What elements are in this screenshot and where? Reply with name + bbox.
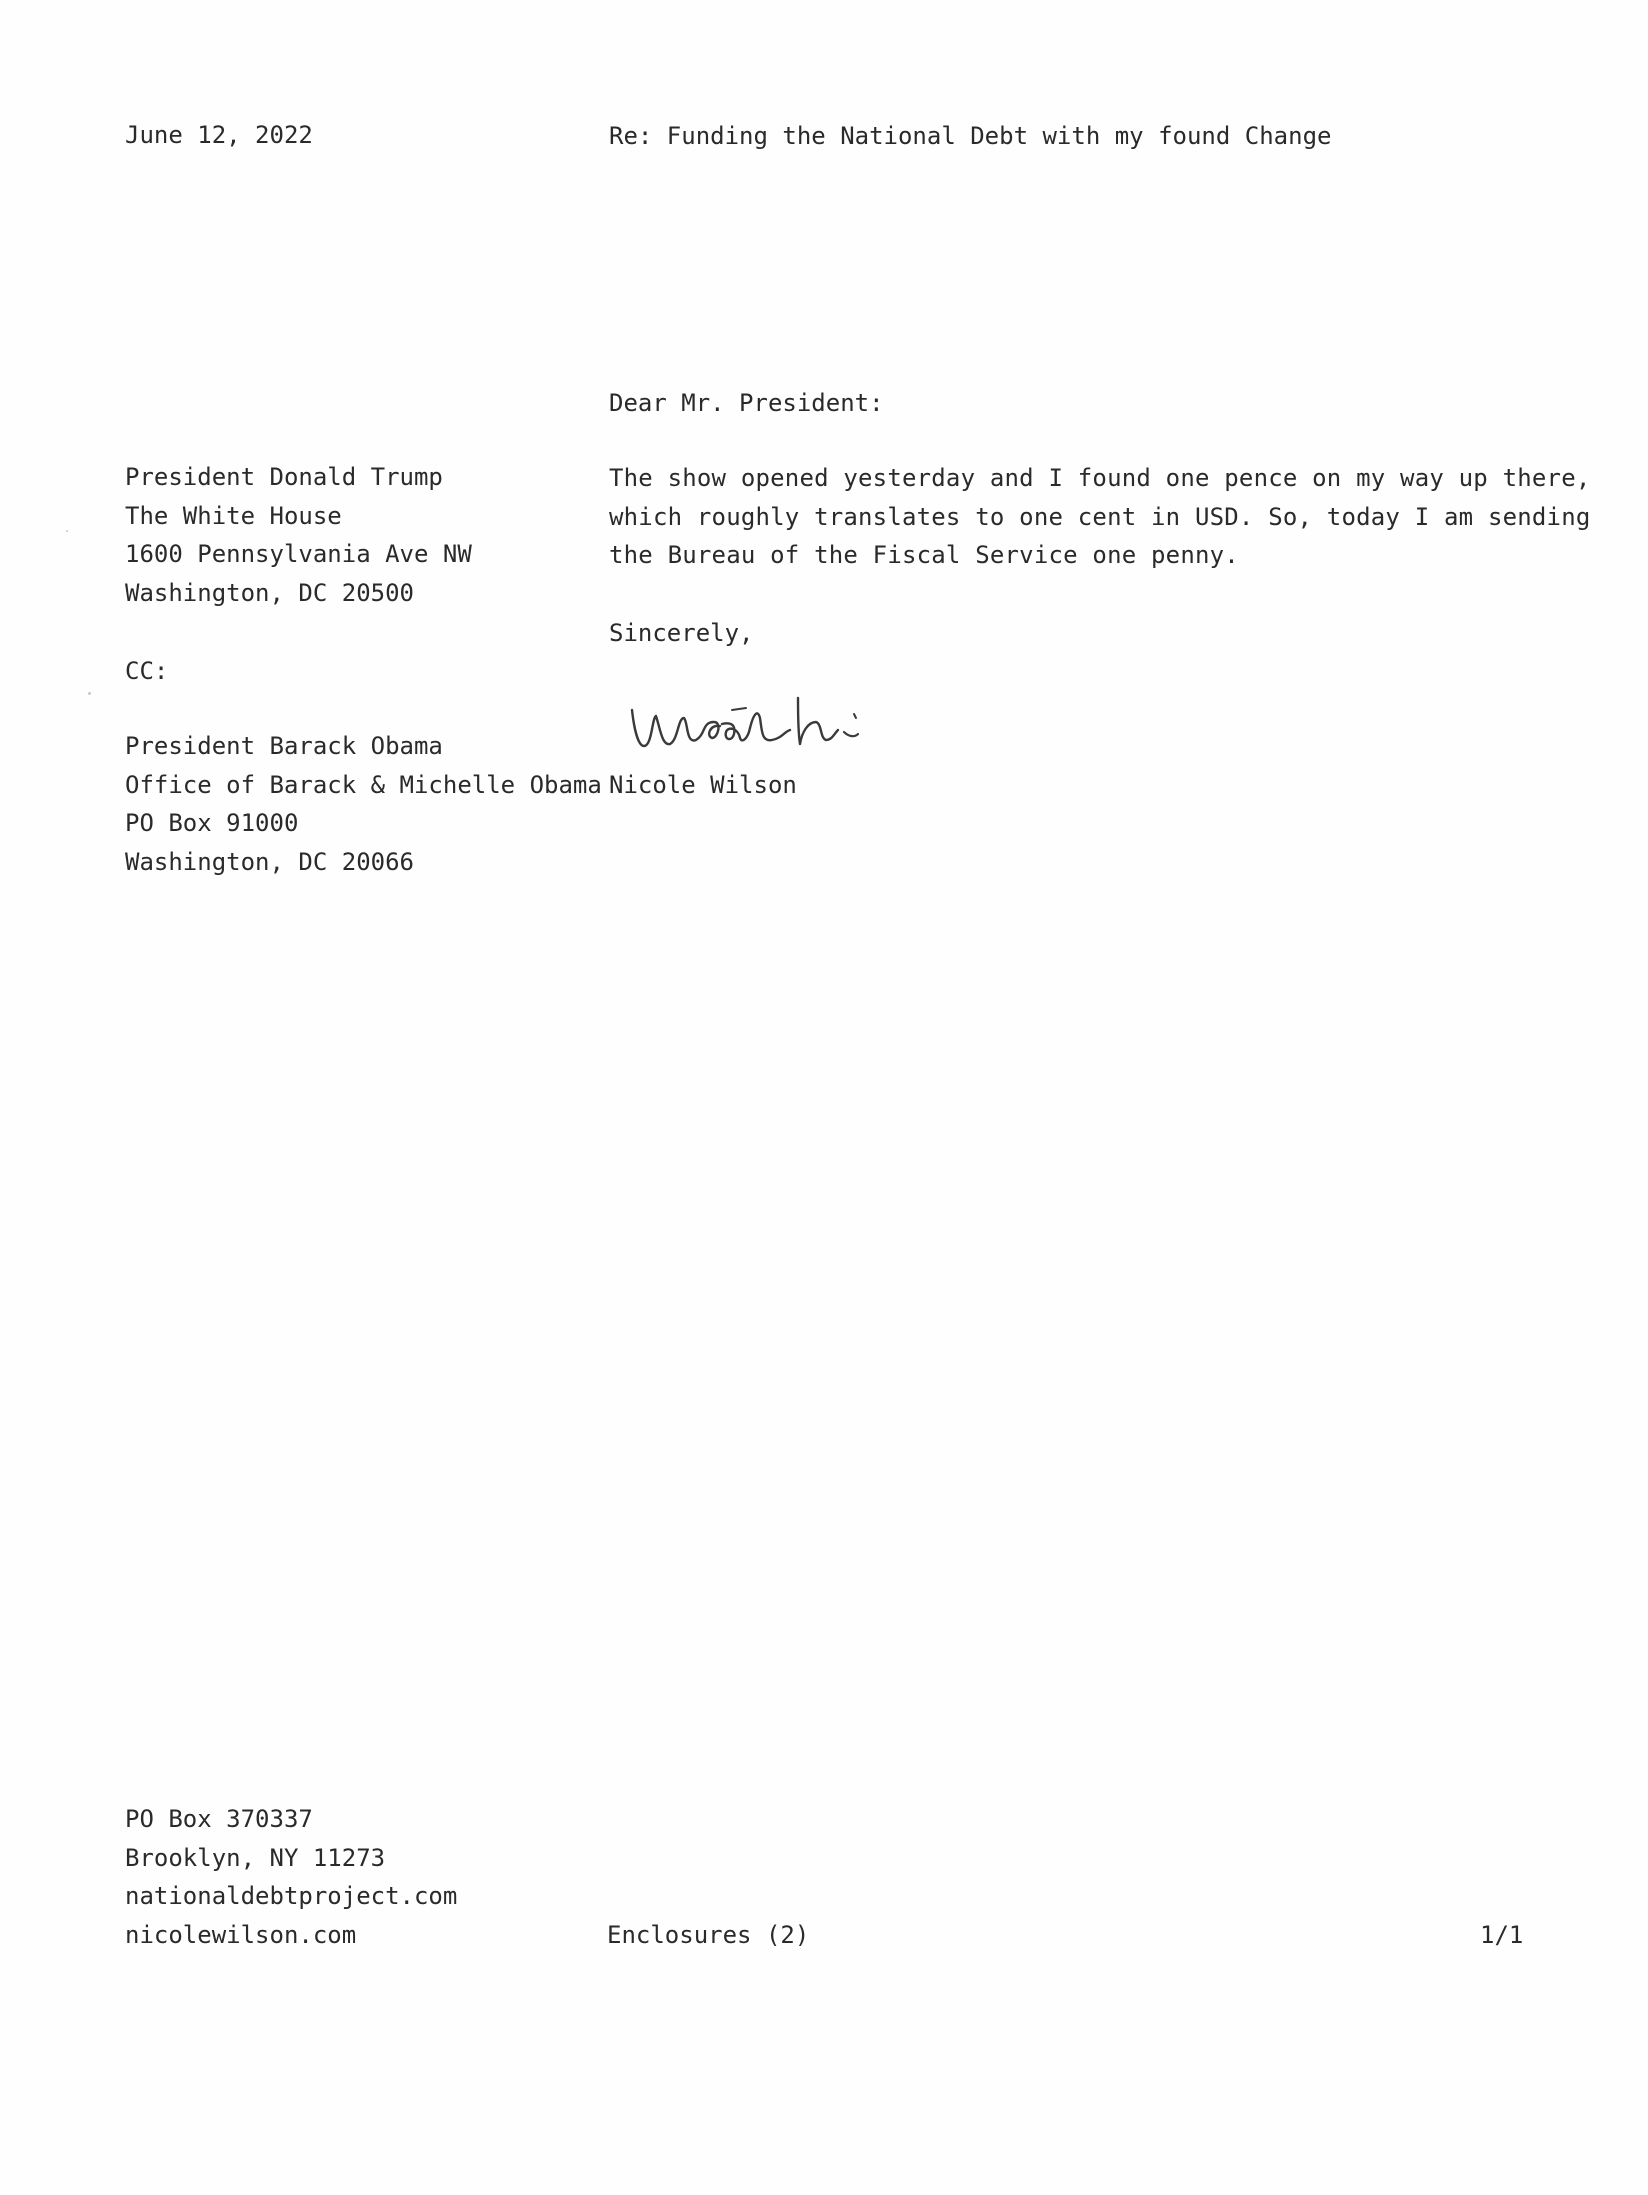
handwritten-signature: [622, 688, 922, 768]
sender-line: nationaldebtproject.com: [125, 1882, 458, 1910]
cc-recipient-line: President Barack Obama: [125, 732, 443, 760]
page-number: 1/1: [1480, 1921, 1524, 1949]
sender-line: nicolewilson.com: [125, 1920, 357, 1949]
cc-recipient-address: [125, 727, 602, 881]
closing: Sincerely,: [609, 619, 754, 647]
body-line: which roughly translates to one cent in USD. So, today I am sending: [609, 502, 1591, 531]
recipient-address: [125, 458, 472, 612]
scan-speck: [66, 530, 68, 532]
cc-recipient-line: Office of Barack & Michelle Obama: [125, 770, 602, 799]
cc-recipient-line: Washington, DC 20066: [125, 847, 414, 876]
recipient-line: Washington, DC 20500: [125, 578, 414, 607]
sender-line: PO Box 370337: [125, 1805, 313, 1833]
recipient-line: The White House: [125, 501, 342, 530]
letter-body: [609, 459, 1591, 575]
recipient-line: President Donald Trump: [125, 463, 443, 491]
recipient-line: 1600 Pennsylvania Ave NW: [125, 540, 472, 568]
enclosures-note: Enclosures (2): [607, 1921, 810, 1949]
sender-line: Brooklyn, NY 11273: [125, 1843, 386, 1872]
cc-recipient-line: PO Box 91000: [125, 809, 299, 837]
sender-address: [125, 1800, 457, 1954]
letter-date: June 12, 2022: [125, 121, 313, 149]
body-line: The show opened yesterday and I found one pence on my way up there,: [609, 464, 1591, 492]
letter-subject: Re: Funding the National Debt with my found Change: [609, 122, 1332, 150]
body-line: the Bureau of the Fiscal Service one penny.: [609, 541, 1239, 569]
scan-speck: [88, 692, 91, 695]
cc-label: CC:: [125, 657, 169, 685]
signer-name: Nicole Wilson: [609, 771, 797, 799]
salutation: Dear Mr. President:: [609, 389, 884, 417]
